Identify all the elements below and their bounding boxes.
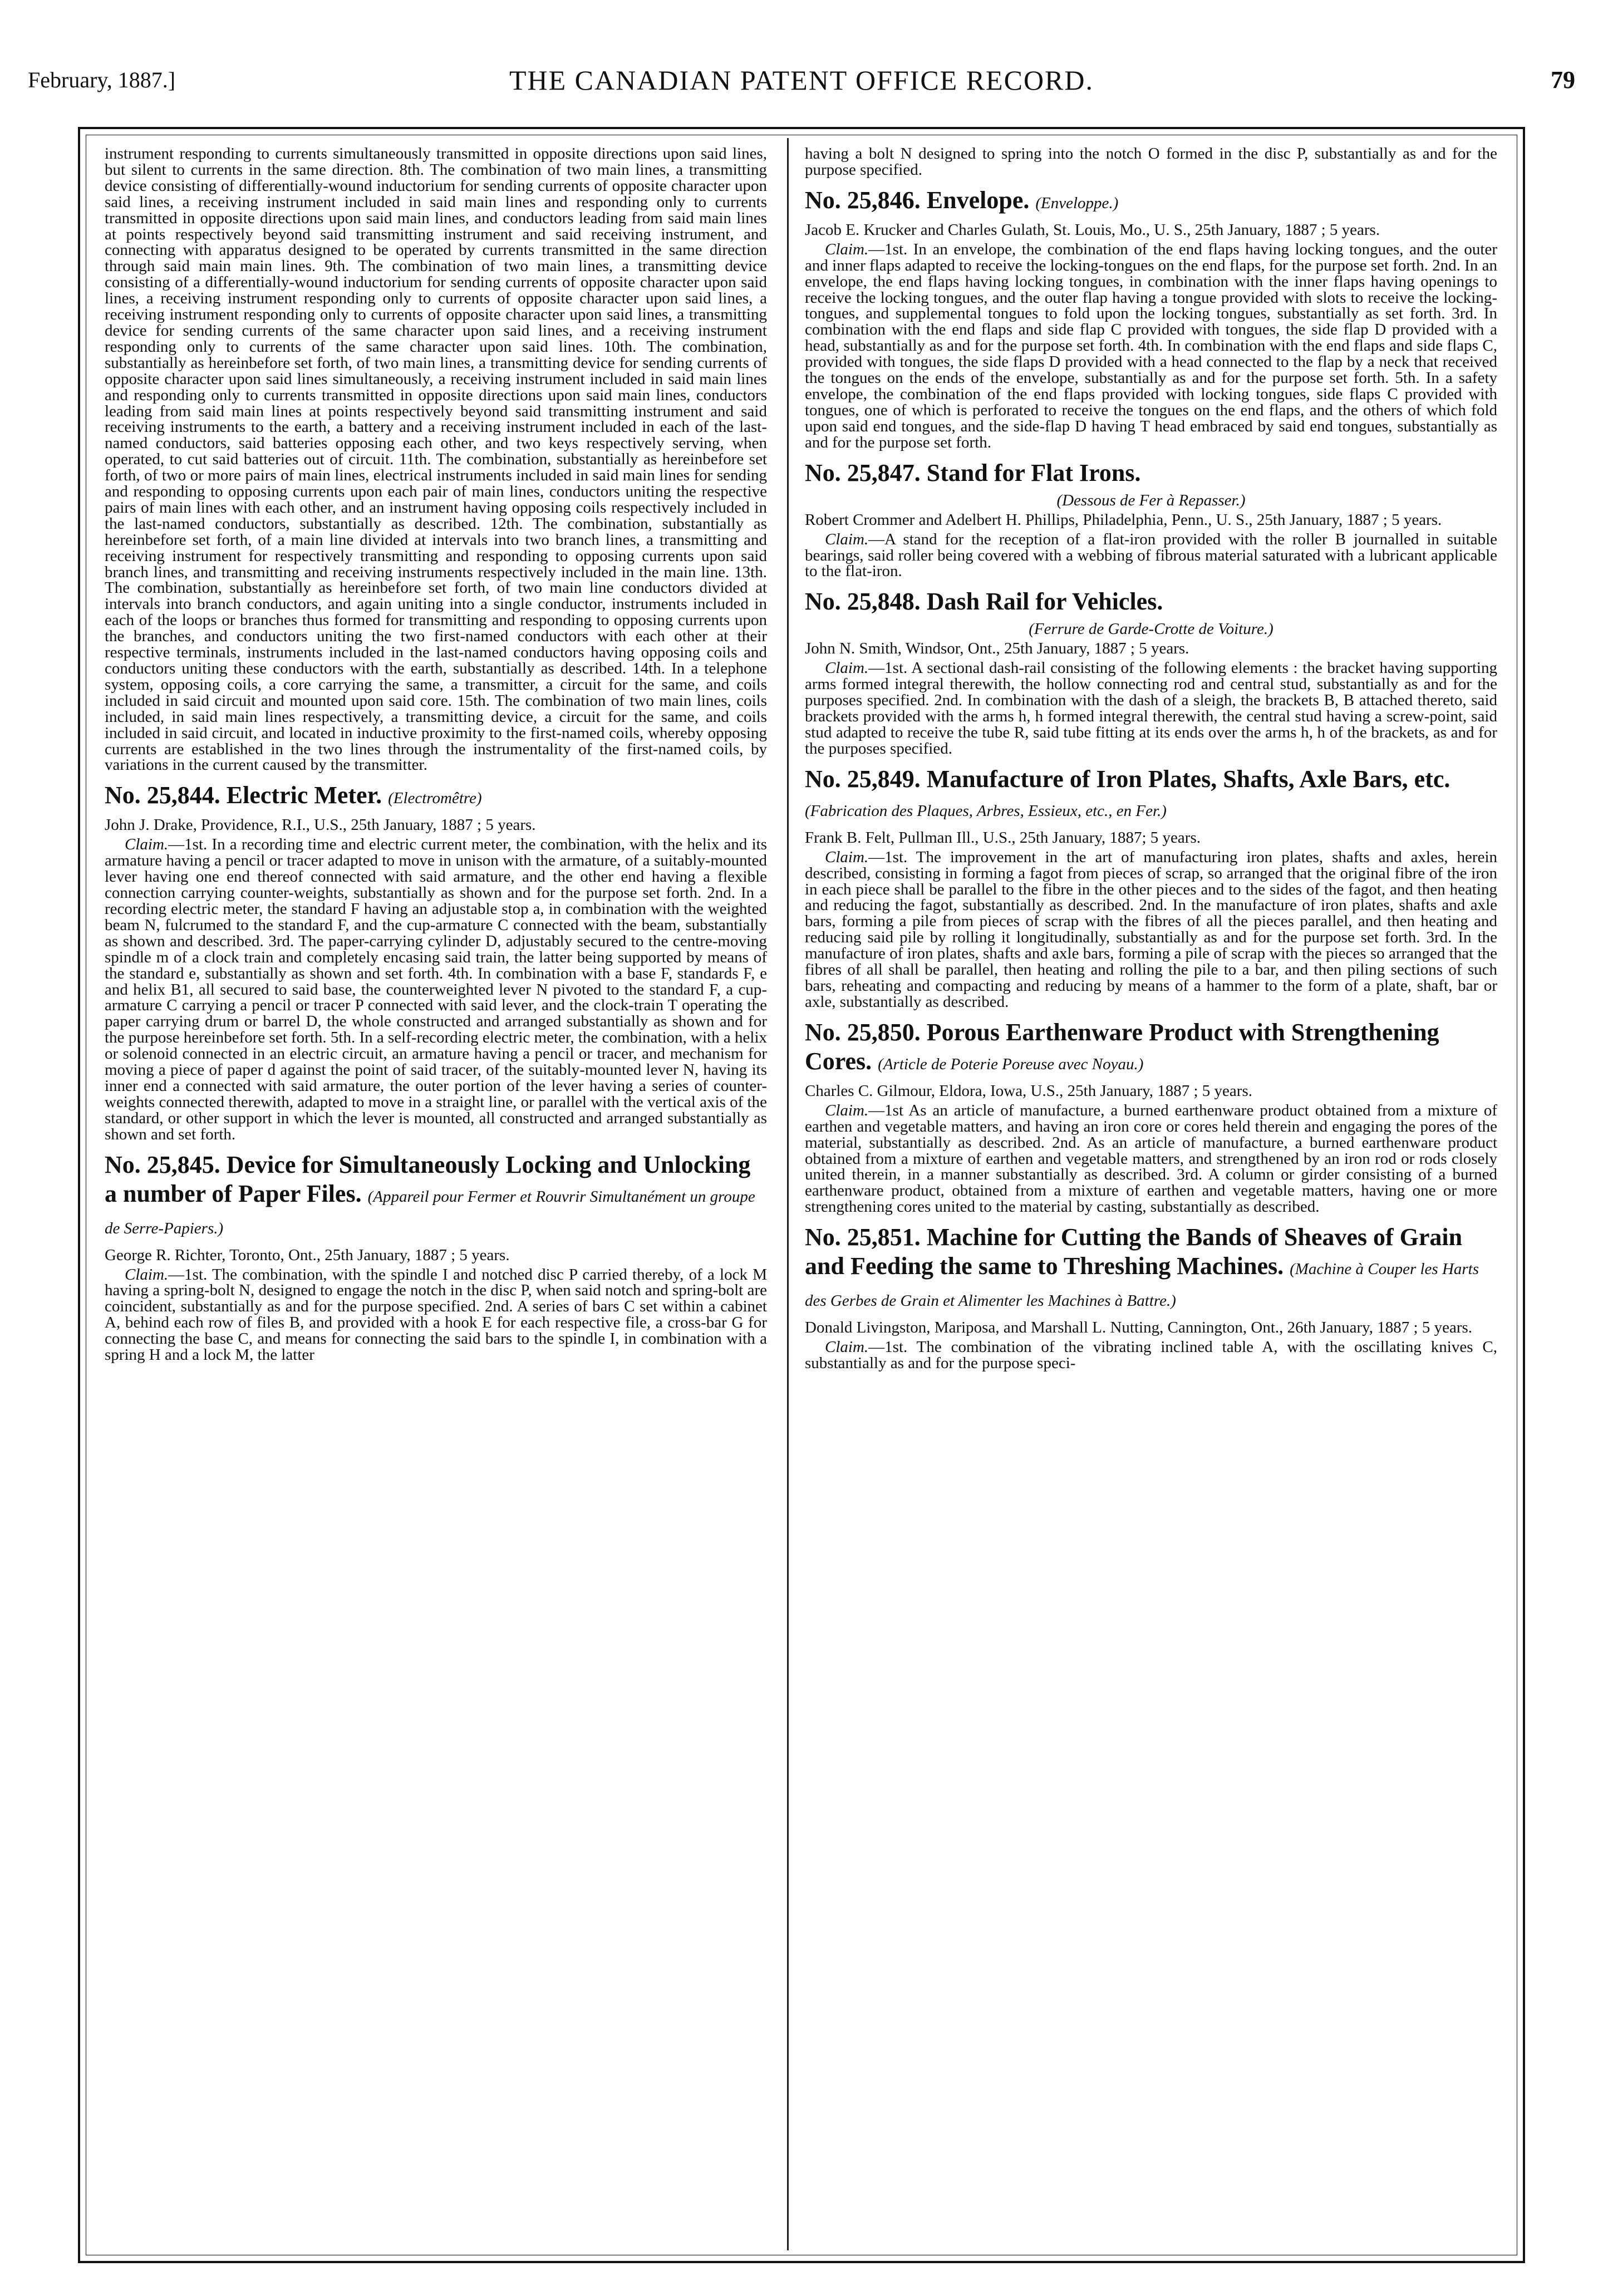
patent-heading — [805, 459, 1497, 488]
patent-25850 — [805, 1018, 1497, 1215]
patent-claim — [805, 242, 1497, 451]
right-column — [805, 146, 1497, 2245]
continued-claims: having a bolt N designed to spring into the notch O formed in the disc P, substantially as and for the purpose specified. — [805, 146, 1497, 179]
claim-label: Claim. — [825, 530, 869, 548]
patent-title: Envelope. — [926, 186, 1030, 214]
patent-title: Electric Meter. — [226, 781, 382, 809]
patent-title: Manufacture of Iron Plates, Shafts, Axle Bars, etc. — [926, 765, 1450, 793]
patent-claim — [805, 849, 1497, 1010]
patent-number: No. 25,844. — [105, 781, 220, 809]
claim-label: Claim. — [125, 835, 169, 854]
patent-25847 — [805, 459, 1497, 580]
patent-25845 — [105, 1151, 767, 1363]
patent-inventor: Charles C. Gilmour, Eldora, Iowa, U.S., 25th January, 1887 ; 5 years. — [805, 1081, 1252, 1100]
claim-label: Claim. — [125, 1265, 169, 1284]
patent-french-title: (Dessous de Fer à Repasser.) — [1056, 491, 1246, 509]
patent-number: No. 25,849. — [805, 765, 921, 793]
patent-inventor: John J. Drake, Providence, R.I., U.S., 25th January, 1887 ; 5 years. — [105, 816, 536, 834]
claim-text: —1st. In a recording time and electric current meter, the combination, with the helix and its armature having a pencil or tracer adapted to move in unison with the armature, of a suitably-mounted lever having one end thereof connected with said armature, and the other end having a flexible connection carrying counter-weights, substantially as shown and for the purpose set forth. 2nd. In a recording electric meter, the standard F having an adjustable stop a, in combination with the weighted beam N, fulcrumed to the standard F, and the cup-armature C connected with the beam, substantially as shown and described. 3rd. The paper-carrying cylinder D, adjustably secured to the centre-moving spindle m of a clock train and completely encasing said train, the latter being supported by means of the standard e, substantially as shown and set forth. 4th. In combination with a base F, standards F, e and helix B1, all secured to said base, the counterweighted lever N pivoted to the standard F, a cup-armature C carrying a pencil or tracer P connected with said lever, and the clock-train T operating the paper carrying drum or barrel D, the whole constructed and arranged substantially as shown and for the purpose hereinbefore set forth. 5th. In a self-recording electric meter, the combination, with a helix or solenoid connected in an electric circuit, an armature having a pencil or tracer, and mechanism for moving a piece of paper d against the point of said tracer, of the suitably-mounted lever N, having its inner end a connected with said armature, the outer portion of the lever having a series of counter-weights connected therewith, adapted to move in a straight line, or parallel with the vertical axis of the standard, or other support in which the lever is mounted, all constructed and arranged substantially as shown and set forth. — [105, 835, 767, 1143]
patent-inventor: John N. Smith, Windsor, Ont., 25th January, 1887 ; 5 years. — [805, 640, 1189, 658]
patent-french-title: (Enveloppe.) — [1035, 194, 1119, 212]
patent-25849 — [805, 765, 1497, 1010]
patent-french-title: (Ferrure de Garde-Crotte de Voiture.) — [1029, 620, 1273, 638]
patent-heading — [805, 1018, 1497, 1079]
patent-title: Device for Simultaneously Locking and Unlocking a number of Paper Files. — [105, 1151, 751, 1207]
patent-number: No. 25,851. — [805, 1223, 921, 1251]
continued-claims: instrument responding to currents simultaneously transmitted in opposite directions upon said lines, but silent to currents in the same direction. 8th. The combination of two main lines, a transmitting device consisting of differentially-wound inductorium for sending currents of opposite character upon said lines, a receiving instrument included in said main lines and responding only to currents transmitted in opposite directions upon said main lines, and conductors leading from said main lines at points respectively beyond said transmitting instrument and said receiving instrument, and connecting with apparatus designed to be operated by currents transmitted in the same direction through said main main lines. 9th. The combination of two main lines, a transmitting device consisting of a differentially-wound inductorium for sending currents of opposite character upon said lines, a receiving instrument responding only to currents of opposite character upon said lines, a receiving instrument responding only to currents of opposite character upon said lines, a transmitting device for sending currents of the same character upon said lines, and a receiving instrument responding only to currents of the same character upon said lines. 10th. The combination, substantially as hereinbefore set forth, of two main lines, a transmitting device for sending currents of opposite character upon said lines simultaneously, a receiving instrument included in said main lines and responding only to currents transmitted in opposite directions upon said main lines, conductors leading from said main lines at points respectively beyond said transmitting instrument and said receiving instruments to the earth, a battery and a receiving instrument included in each of the last-named conductors, said batteries opposing each other, and two keys respectively serving, when operated, to cut said batteries out of circuit. 11th. The combination, substantially as hereinbefore set forth, of two or more pairs of main lines, electrical instruments included in said main lines for sending and responding to opposing currents upon each pair of main lines, conductors uniting the respective pairs of main lines with each other, and an instrument having opposing coils respectively included in the last-named conductors, substantially as described. 12th. The combination, substantially as hereinbefore set forth, of a main line divided at intervals into two branch lines, a transmitting and receiving instrument for respectively transmitting and responding to opposing currents upon said branch lines, and transmitting and receiving instruments respectively included in the main line. 13th. The combination, substantially as hereinbefore set forth, of two main line conductors divided at intervals into branch conductors, and again uniting into a single conductor, instruments included in each of the loops or branches thus formed for transmitting and responding to opposing currents upon the branches, and conductors uniting the two first-named conductors with each other at their respective terminals, instruments included in the last-named conductors having opposing coils and conductors uniting these conductors with the earth, substantially as described. 14th. In a telephone system, opposing coils, a core carrying the same, a transmitter, a circuit for the same, and coils included in said circuit and mounted upon said core. 15th. The combination of two main lines, coils included, in said main lines respectively, a transmitting device, a circuit for the same, and coils included in said circuit, and located in inductive proximity to the first-named coils, whereby opposing currents are established in the two lines through the instrumentality of the first-named coils, by variations in the current caused by the transmitter. — [105, 146, 767, 774]
patent-heading — [805, 587, 1497, 616]
patent-25851 — [805, 1223, 1497, 1371]
patent-claim — [805, 660, 1497, 756]
claim-text: —1st. The combination, with the spindle I and notched disc P carried thereby, of a lock M having a spring-bolt N, designed to engage the notch in the disc P, when said notch and spring-bolt are coincident, substantially as and for the purpose specified. 2nd. A series of bars C set within a cabinet A, behind each row of files B, and provided with a hook E for each respective file, a cross-bar G for connecting the base C, and means for connecting the said bars to the spindle I, in combination with a spring H and a lock M, the latter — [105, 1265, 767, 1364]
patent-number: No. 25,848. — [805, 588, 921, 616]
patent-number: No. 25,845. — [105, 1151, 220, 1178]
patent-25844 — [105, 781, 767, 1142]
left-column — [105, 146, 767, 2245]
patent-heading — [105, 781, 767, 813]
column-divider — [787, 138, 789, 2250]
patent-inventor: Robert Crommer and Adelbert H. Phillips, Philadelphia, Penn., U. S., 25th January, 1887 ; 5 years. — [805, 510, 1442, 529]
patent-french-title: (Fabrication des Plaques, Arbres, Essieux, etc., en Fer.) — [805, 802, 1167, 820]
claim-label: Claim. — [825, 659, 869, 677]
header-date: February, 1887.] — [28, 67, 176, 92]
claim-text: —A stand for the reception of a flat-iron provided with the roller B journalled in suitable bearings, said roller being covered with a webbing of fibrous material saturated with a lubricant applicable to the flat-iron. — [805, 530, 1497, 581]
patent-french-title: (Appareil pour Fermer et Rouvrir Simultanément un groupe de Serre-Papiers.) — [105, 1187, 755, 1237]
claim-text: —1st. The improvement in the art of manufacturing iron plates, shafts and axles, herein described, consisting in forming a fagot from pieces of scrap, so arranged that the original fibre of the iron in each piece shall be parallel to the fibre in the other pieces and to the sides of the fagot, and then heating and reducing the fagot, substantially as described. 2nd. In the manufacture of iron plates, shafts and axle bars, forming a pile from pieces of scrap with the fibres of all the pieces parallel, and then heating and reducing said pile by rolling it longitudinally, substantially as and for the purpose set forth. 3rd. In the manufacture of iron plates, shafts and axle bars, forming a pile of scrap with the pieces so arranged that the fibres of all shall be parallel, then heating and rolling the pile to a bar, and then piling sections of such bars, reheating and compacting and reducing by means of a hammer to the form of a plate, shaft, bar or axle, substantially as described. — [805, 848, 1497, 1011]
patent-french-title: (Electromêtre) — [388, 789, 482, 808]
claim-label: Claim. — [825, 1338, 869, 1356]
claim-label: Claim. — [825, 240, 869, 258]
claim-label: Claim. — [825, 1101, 869, 1119]
patent-number: No. 25,850. — [805, 1018, 921, 1046]
patent-claim — [105, 1267, 767, 1363]
patent-heading — [805, 1223, 1497, 1315]
patent-title: Stand for Flat Irons. — [926, 459, 1141, 486]
header-title: THE CANADIAN PATENT OFFICE RECORD. — [509, 65, 1094, 96]
patent-title: Machine for Cutting the Bands of Sheaves of Grain and Feeding the same to Threshing Machines. — [805, 1223, 1463, 1280]
patent-claim — [805, 532, 1497, 580]
patent-heading — [805, 186, 1497, 218]
patent-claim — [805, 1103, 1497, 1215]
patent-25846 — [805, 186, 1497, 451]
patent-inventor: George R. Richter, Toronto, Ont., 25th January, 1887 ; 5 years. — [105, 1246, 510, 1264]
claim-text: —1st. In an envelope, the combination of the end flaps having locking tongues, and the outer and inner flaps adapted to receive the locking-tongues on the end flaps, for the purpose set forth. 2nd. In an envelope, the end flaps having locking tongues, in combination with the inner flaps having openings to receive the locking tongues, and the outer flap having a tongue provided with slots to receive the locking-tongues, and supplemental tongues to fold upon the locking tongues, substantially as set forth. 3rd. In combination with the end flaps and side flap C provided with tongues, the side flap D provided with a head, substantially as and for the purpose set forth. 4th. In combination with the end flaps and side flaps C, provided with tongues, the side flaps D provided with a head connected to the flap by a neck that received the tongues on the ends of the envelope, substantially as and for the purpose set forth. 5th. In a safety envelope, the combination of the end flaps provided with locking tongues, side flaps C provided with tongues, one of which is perforated to receive the tongues on the end flaps, and the others of which fold upon said end tongues, and the side-flap D having T head embraced by said end tongues, substantially as and for the purpose set forth. — [805, 240, 1497, 451]
patent-claim — [805, 1339, 1497, 1371]
claim-text: —1st As an article of manufacture, a burned earthenware product obtained from a mixture of earthen and vegetable matters, and having an iron core or cores held therein and engaging the pores of the material, substantially as described. 2nd. As an article of manufacture, a burned earthenware product obtained from a mixture of earthen and vegetable matters, and strengthened by an iron rod or rods closely united therein, in a manner substantially as described. 3rd. A column or girder consisting of a burned earthenware product, obtained from a mixture of earthen and vegetable matters, having one or more strengthening cores united to the material by casting, substantially as described. — [805, 1101, 1497, 1216]
patent-heading — [105, 1151, 767, 1243]
claim-label: Claim. — [825, 848, 869, 866]
page-number: 79 — [1551, 66, 1575, 94]
claim-text: —1st. The combination of the vibrating inclined table A, with the oscillating knives C, substantially as and for the purpose speci- — [805, 1338, 1497, 1373]
patent-number: No. 25,846. — [805, 186, 921, 214]
patent-inventor: Jacob E. Krucker and Charles Gulath, St. Louis, Mo., U. S., 25th January, 1887 ; 5 years. — [805, 220, 1380, 239]
patent-french-title: (Article de Poterie Poreuse avec Noyau.) — [878, 1055, 1144, 1073]
claim-text: —1st. A sectional dash-rail consisting of the following elements : the bracket having supporting arms formed integral therewith, the hollow connecting rod and central stud, substantially as and for the purposes specified. 2nd. In combination with the dash of a sleigh, the brackets B, B attached thereto, said brackets provided with the arms h, h formed integral therewith, the central stud having a screw-point, said stud adapted to receive the tube R, said tube fitting at its ends over the arms h, h of the brackets, as and for the purposes specified. — [805, 659, 1497, 758]
patent-inventor: Donald Livingston, Mariposa, and Marshall L. Nutting, Cannington, Ont., 26th January, 1887 ; 5 years. — [805, 1319, 1473, 1337]
patent-number: No. 25,847. — [805, 459, 921, 486]
patent-inventor: Frank B. Felt, Pullman Ill., U.S., 25th January, 1887; 5 years. — [805, 828, 1201, 847]
patent-french-title: (Machine à Couper les Harts des Gerbes de Grain et Alimenter les Machines à Battre.) — [805, 1260, 1479, 1310]
patent-title: Porous Earthenware Product with Strengthening Cores. — [805, 1018, 1439, 1075]
patent-claim — [105, 837, 767, 1142]
patent-title: Dash Rail for Vehicles. — [926, 588, 1163, 616]
patent-heading — [805, 765, 1497, 825]
patent-25848 — [805, 587, 1497, 756]
